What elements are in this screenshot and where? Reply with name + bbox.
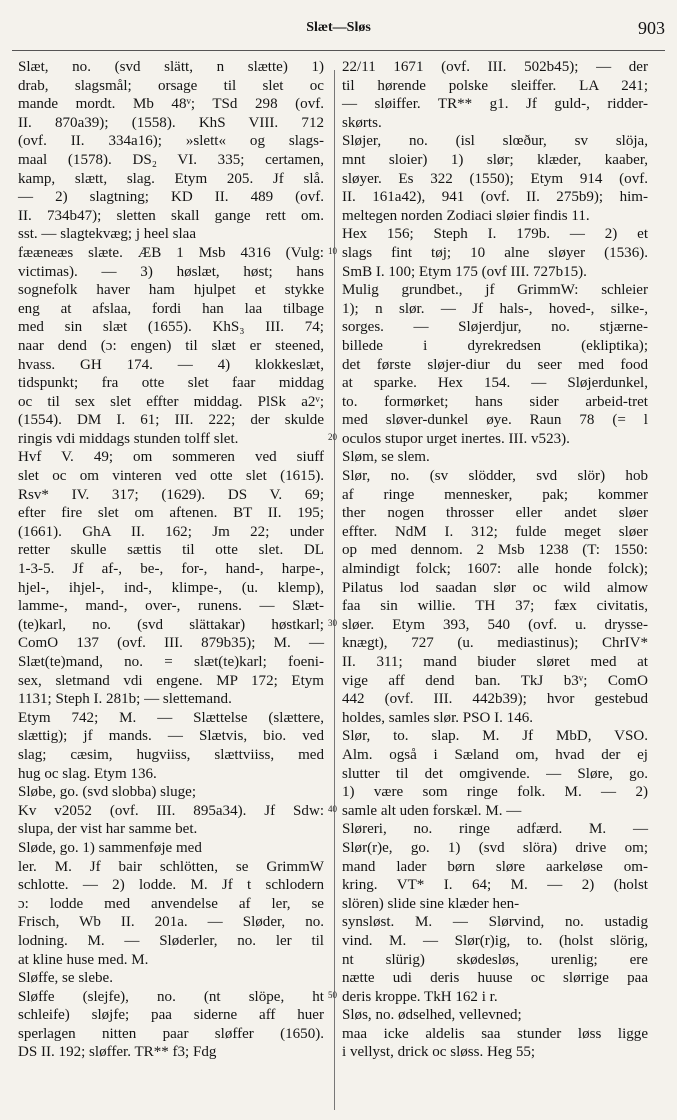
text-line: sperlagen nitten paar sløffer (1650). (18, 1025, 324, 1042)
text-line: til hørende polske sleiffer. LA 241; (342, 77, 648, 94)
text-line: schlotte. — 2) lodde. M. Jf t schlodern (18, 877, 324, 894)
text-line: synsløst. M. — Slørvind, no. ustadig (342, 914, 648, 931)
text-line: II. 311; mand biuder sløret med at (342, 654, 648, 670)
text-line: med sløver-dunkel øye. Raun 78 (= l (342, 412, 648, 429)
text-line: (1661). GhA II. 162; Jm 22; under (18, 523, 324, 540)
text-line: SmB I. 100; Etym 175 (ovf III. 727b15). (342, 263, 587, 280)
text-line: deris kroppe. TkH 162 i r. (342, 988, 498, 1005)
text-line: maal (1578). DS₂ VI. 335; certamen, (18, 151, 324, 168)
text-line: victimas). — 3) høslæt, høst; hans (18, 263, 324, 280)
text-line: retter skulle sættis til otte slet. DL (18, 542, 324, 559)
text-line: Mulig grundbet., jf GrimmW: schleier (342, 282, 648, 299)
text-line: 442 (ovf. III. 442b39); hvor gestebud (342, 691, 648, 708)
text-line: Rsv* IV. 317; (1629). DS V. 69; (18, 486, 324, 503)
text-line: Sløjer, no. (isl slœður, sv slöja, (342, 133, 648, 150)
text-line: II. 161a42), 941 (ovf. II. 275b9); him- (342, 189, 648, 206)
text-line: meltegen norden Zodiaci sløier findis 11. (342, 207, 590, 224)
line-number: 50 (328, 990, 337, 1000)
text-line: schleife) sløjfe; paa siderne aff huer (18, 1007, 324, 1024)
text-line: drab, slagsmål; orsage til slet oc (18, 77, 324, 94)
line-number: 40 (328, 804, 337, 814)
text-line: holdes, samles slør. PSO I. 146. (342, 709, 534, 726)
text-line: Sløreri, no. ringe adfærd. M. — (342, 821, 648, 838)
text-line: kamp, slætt, slag. Etym 205. Jf slå. (18, 170, 324, 187)
text-line: to. formørket; hans sider arbeid-tret (342, 393, 648, 410)
text-line: Slæt(te)mand, no. = slæt(te)karl; foeni- (18, 654, 324, 670)
text-line: 1131; Steph I. 281b; — slettemand. (18, 691, 232, 708)
text-line: Kv v2052 (ovf. III. 895a34). Jf Sdw: (18, 802, 324, 819)
text-line: vind. M. — Slør(r)ig, to. (holst slörig, (342, 932, 648, 949)
text-line: Slæt, no. (svd slätt, n slætte) 1) (18, 59, 324, 75)
text-line: ComO 137 (ovf. III. 879b35); M. — (18, 635, 324, 652)
text-line: sognefolk haver ham hjulpet et stykke (18, 282, 324, 299)
text-line: II. 870a39); (1558). KhS VIII. 712 (18, 114, 324, 131)
text-line: slag; cæsim, hugviiss, slættviiss, med (18, 746, 324, 763)
text-line: skørts. (342, 114, 382, 131)
text-line: Hvf V. 49; om sommeren ved siuff (18, 449, 324, 466)
text-line: (ovf. II. 334a16); »slett« og slags- (18, 133, 324, 150)
text-line: almindigt folck; 1607: alle honde folck); (342, 561, 648, 578)
text-line: effter. NdM I. 312; fulde meget sløer (342, 523, 648, 540)
line-number: 10 (328, 246, 337, 256)
text-line: samle alt uden forskæl. M. — (342, 802, 522, 819)
text-line: Sløs, no. ødselhed, vellevned; (342, 1007, 522, 1024)
text-line: ɔ: lodde med anvendelse af ler, se (18, 895, 324, 912)
line-number: 30 (328, 618, 337, 628)
text-line: tidspunkt; fra otte slet faar middag (18, 375, 324, 392)
page-number: 903 (638, 18, 665, 38)
text-line: nætte udi deris huuse oc slørrige paa (342, 970, 648, 987)
text-line: 1); n slør. — Jf hals-, hoved-, silke-, (342, 300, 648, 317)
text-line: ler. M. Jf bair schlötten, se GrimmW (18, 858, 324, 875)
text-line: Pilatus lod saadan slør oc wild almow (342, 579, 648, 596)
text-line: 22/11 1671 (ovf. III. 502b45); — der (342, 59, 648, 75)
text-line: faa sin willie. TH 37; fæx civitatis, (342, 598, 648, 615)
right-column (342, 58, 648, 1062)
text-line: knægt), 727 (u. mediastinus); ChrIV* (342, 635, 648, 652)
column-divider (334, 70, 335, 1110)
text-line: i vellyst, drick oc sløss. Heg 55; (342, 1044, 536, 1061)
text-line: oc til sex slet effter middag. PlSk a2ᵛ; (18, 393, 324, 410)
running-title: Slæt—Sløs (306, 20, 371, 35)
text-line: lamme-, mand-, over-, runens. — Slæt- (18, 598, 324, 615)
text-line: slet oc om vinteren ved otte slet (1615). (18, 468, 324, 485)
text-line: maa icke aldelis saa stunder løss ligge (342, 1025, 648, 1042)
text-line: efter fire slet om aftenen. BT II. 195; (18, 505, 324, 522)
text-line: vige aff dend ban. TkJ b3ᵛ; ComO (342, 672, 648, 689)
text-line: sløer. Etym 393, 540 (ovf. u. drysse- (342, 616, 648, 633)
text-line: Etym 742; M. — Slættelse (slættere, (18, 709, 324, 726)
text-line: Slør, no. (sv slödder, svd slör) hob (342, 468, 648, 485)
page-header (0, 0, 677, 46)
text-line: Slør, to. slap. M. Jf MbD, VSO. (342, 728, 648, 745)
text-line: sex, sletmand vdi engene. MP 172; Etym (18, 672, 324, 689)
text-line: Sløbe, go. (svd slobba) sluge; (18, 784, 197, 801)
text-line: mnt sloier) 1) slør; klæder, kaaber, (342, 151, 648, 168)
text-line: DS II. 192; sløffer. TR** f3; Fdg (18, 1044, 217, 1061)
text-line: slören) slide sine klæder hen- (342, 895, 520, 912)
text-line: billede i dyrekredsen (ekliptika); (342, 337, 648, 354)
text-line: at sparke. Hex 154. — Sløjerdunkel, (342, 375, 648, 392)
text-line: at kline huse med. M. (18, 951, 149, 968)
line-number: 20 (328, 432, 337, 442)
text-line: hjel-, ihjel-, ind-, klimpe-, (u. klemp), (18, 579, 324, 596)
text-line: ther nogen throsser eller andet sløer (342, 505, 648, 522)
text-line: oculos stupor urget inertes. III. v523). (342, 430, 570, 447)
text-line: (te)karl, no. (svd slättakar) høstkarl; (18, 616, 324, 633)
text-line: lodning. M. — Sløderler, no. ler til (18, 932, 324, 949)
text-line: Sløm, se slem. (342, 449, 430, 466)
text-line: slags fint tøj; 10 alne sløyer (1536). (342, 244, 648, 261)
text-line: Slør(r)e, go. 1) (svd slöra) drive om; (342, 839, 648, 856)
text-line: slættig); jf mands. — Slætvis, bio. ved (18, 728, 324, 745)
text-line: nt slürig) skødesløs, urenlig; ere (342, 951, 648, 968)
text-line: ringis vdi middags stunden tolff slet. (18, 430, 239, 447)
text-line: hug oc slag. Etym 136. (18, 765, 157, 782)
text-line: fææneæs slæte. ÆB 1 Msb 4316 (Vulg: (18, 244, 324, 261)
text-line: 1-3-5. Jf af-, be-, for-, hand-, harpe-, (18, 561, 324, 578)
header-rule (12, 50, 665, 51)
text-line: det første sløjer-diur du seer med food (342, 356, 648, 373)
text-line: af ringe mennesker, pak; kommer (342, 486, 648, 503)
left-column (18, 58, 324, 1062)
text-line: slupa, der vist har samme bet. (18, 821, 198, 838)
text-line: Sløffe, se slebe. (18, 970, 113, 987)
text-line: mande mordt. Mb 48ᵛ; TSd 298 (ovf. (18, 96, 324, 113)
text-line: med sin slæt (1655). KhS₃ III. 74; (18, 319, 324, 336)
text-line: sorges. — Sløjerdjur, no. stjærne- (342, 319, 648, 336)
text-line: Alm. også i Sæland om, hvad der ej (342, 746, 648, 763)
text-line: mand lader børn sløre aarkeløse om- (342, 858, 648, 875)
text-line: hvass. GH 174. — 4) klokkeslæt, (18, 356, 324, 373)
text-line: sløyer. Es 322 (1550); Etym 914 (ovf. (342, 170, 648, 187)
text-line: (1554). DM I. 61; III. 222; der skulde (18, 412, 324, 429)
text-line: 1) være som ringe folk. M. — 2) (342, 784, 648, 801)
text-line: Frisch, Wb II. 201a. — Sløder, no. (18, 914, 324, 931)
text-line: kring. VT* I. 64; M. — 2) (holst (342, 877, 648, 894)
text-line: naar dend (ɔ: engen) til slæt er steened, (18, 337, 324, 354)
text-line: eng at afslaa, fordi han laa tilbage (18, 300, 324, 317)
text-line: Sløde, go. 1) sammenføje med (18, 839, 202, 856)
text-line: Hex 156; Steph I. 179b. — 2) et (342, 226, 648, 243)
text-line: slutter til det omgivende. — Sløre, go. (342, 765, 648, 782)
text-line: II. 734b47); sletten skall gange rett om. (18, 207, 324, 224)
text-line: — 2) slagtning; KD II. 489 (ovf. (18, 189, 324, 206)
text-line: Sløffe (slejfe), no. (nt slöpe, ht (18, 988, 324, 1005)
text-line: — sløiffer. TR** g1. Jf guld-, ridder- (342, 96, 648, 113)
text-line: sst. — slagtekvæg; j heel slaa (18, 226, 197, 243)
text-line: op med dennom. 2 Msb 1238 (T: 1550: (342, 542, 648, 559)
